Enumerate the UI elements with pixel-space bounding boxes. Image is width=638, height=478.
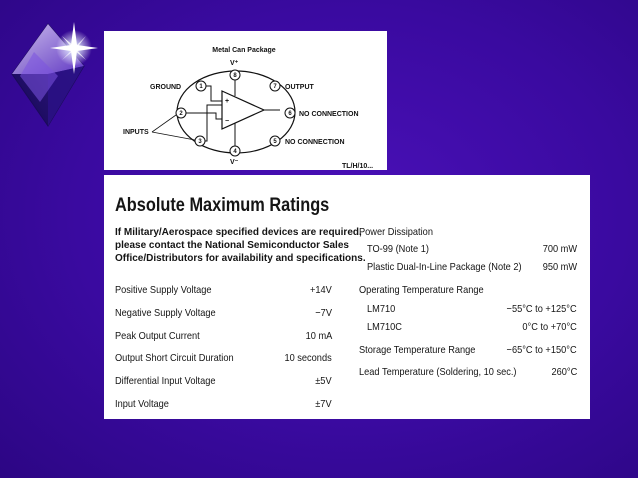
rating-value: 10 seconds (284, 352, 332, 364)
minus-sign: − (225, 118, 230, 125)
metal-can-package-diagram (104, 31, 387, 170)
absolute-maximum-ratings-panel (104, 175, 590, 419)
wire-input-minus (186, 113, 222, 119)
vminus-label: V⁻ (230, 159, 239, 166)
rating-label: Lead Temperature (Soldering, 10 sec.) (359, 366, 517, 378)
rating-value: 10 mA (305, 330, 332, 342)
rating-label: LM710C (367, 321, 402, 333)
no-connection-label-1: NO CONNECTION (299, 111, 359, 118)
pin-7 (270, 81, 280, 91)
pin-2 (176, 108, 186, 118)
inputs-leader-1 (152, 115, 176, 132)
star-diamond-logo (6, 14, 106, 134)
svg-text:8: 8 (233, 73, 237, 79)
rating-value: +14V (310, 284, 332, 296)
rating-label: Differential Input Voltage (115, 375, 216, 387)
rating-label: Storage Temperature Range (359, 344, 476, 356)
svg-text:3: 3 (198, 139, 202, 145)
rating-value: −65°C to +150°C (506, 344, 577, 356)
svg-text:4: 4 (233, 149, 237, 155)
pin-1 (196, 81, 206, 91)
ratings-note (115, 226, 365, 265)
rating-label: TO-99 (Note 1) (367, 243, 429, 255)
note-line-2: please contact the National Semiconductor Sales (115, 240, 349, 251)
pin-8 (230, 70, 240, 80)
pin-5 (270, 136, 280, 146)
rating-value: −7V (315, 307, 332, 319)
plus-sign: + (225, 98, 230, 105)
rating-label: Operating Temperature Range (359, 284, 484, 296)
rating-value: ±5V (315, 375, 332, 387)
rating-value: 260°C (551, 366, 577, 378)
pin-6 (285, 108, 295, 118)
wire-input-plus (200, 105, 222, 141)
rating-value: 700 mW (542, 243, 577, 255)
vplus-label: V⁺ (230, 60, 239, 67)
figure-code: TL/H/10... (342, 163, 374, 170)
rating-value: 950 mW (542, 261, 577, 273)
inputs-label: INPUTS (123, 129, 149, 136)
svg-text:7: 7 (273, 84, 277, 90)
no-connection-label-2: NO CONNECTION (285, 139, 345, 146)
svg-text:5: 5 (273, 139, 277, 145)
rating-label: Negative Supply Voltage (115, 307, 216, 319)
note-line-3: Office/Distributors for availability and specifications. (115, 253, 366, 264)
rating-label: Positive Supply Voltage (115, 284, 212, 296)
svg-text:1: 1 (199, 84, 203, 90)
rating-label: Peak Output Current (115, 330, 200, 342)
svg-text:6: 6 (288, 111, 292, 117)
diagram-title: Metal Can Package (212, 47, 276, 54)
rating-label: Power Dissipation (359, 226, 433, 238)
pin-3 (195, 136, 205, 146)
rating-label: LM710 (367, 303, 396, 315)
output-label: OUTPUT (285, 84, 314, 91)
ratings-title: Absolute Maximum Ratings (115, 195, 330, 216)
note-line-1: If Military/Aerospace specified devices are required, (115, 227, 362, 238)
rating-label: Output Short Circuit Duration (115, 352, 234, 364)
rating-label: Plastic Dual-In-Line Package (Note 2) (367, 261, 522, 273)
rating-value: −55°C to +125°C (506, 303, 577, 315)
rating-label: Input Voltage (115, 398, 169, 410)
rating-value: 0°C to +70°C (522, 321, 577, 333)
svg-text:2: 2 (179, 111, 183, 117)
rating-value: ±7V (315, 398, 332, 410)
pin-4 (230, 146, 240, 156)
ground-label: GROUND (150, 84, 182, 91)
